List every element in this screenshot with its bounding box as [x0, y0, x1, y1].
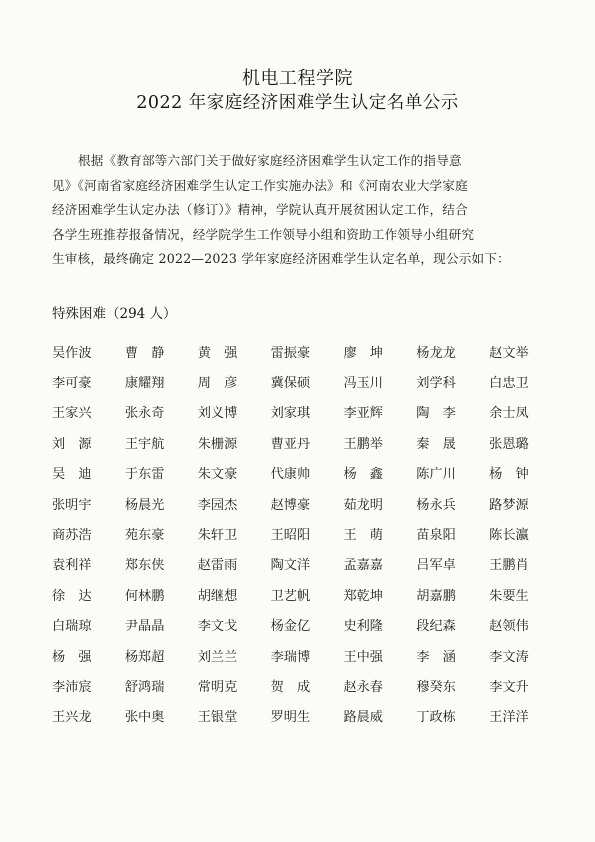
student-name: 康耀翔: [124, 376, 165, 392]
student-name: 杨永兵: [416, 497, 456, 513]
student-name: 苗泉阳: [416, 528, 456, 544]
student-name: 李瑞博: [270, 649, 311, 665]
student-name: 卫艺帆: [270, 588, 311, 604]
student-name: 曹 静: [124, 345, 165, 361]
document-title-main: 2022 年家庭经济困难学生认定名单公示: [136, 93, 459, 113]
name-row: [52, 366, 562, 396]
name-row: [52, 610, 562, 640]
student-name: 雷振豪: [270, 345, 311, 361]
student-name: 陈广川: [416, 467, 456, 483]
student-name: 徐 达: [52, 588, 92, 604]
student-name: 于东雷: [124, 467, 165, 483]
student-name: 曹亚丹: [270, 436, 311, 452]
student-name: 史利隆: [343, 619, 383, 635]
student-name: 李文戈: [197, 619, 238, 635]
student-name: 杨金亿: [270, 619, 311, 635]
student-name: 张永奇: [124, 406, 165, 422]
student-name: 王宇航: [124, 436, 165, 452]
student-name: 杨龙龙: [416, 345, 456, 361]
student-name: 陶文洋: [270, 558, 311, 574]
paragraph-line: 经济困难学生认定办法（修订）》精神，学院认真开展贫困认定工作，结合: [52, 202, 468, 218]
student-name: 杨郑超: [124, 649, 165, 665]
name-row: [52, 670, 562, 700]
student-name: 张明宇: [52, 497, 92, 513]
student-name: 商苏浩: [52, 528, 92, 544]
document-title-college: 机电工程学院: [242, 68, 353, 89]
student-name: 路梦源: [489, 497, 529, 513]
student-name: 王家兴: [52, 406, 92, 422]
student-name: 张中奥: [124, 710, 165, 726]
student-name: 刘学科: [416, 376, 456, 392]
name-row: [52, 640, 562, 670]
student-name: 赵文举: [489, 345, 529, 361]
student-name: 周 彦: [197, 376, 238, 392]
student-name: 刘 源: [52, 436, 92, 452]
student-name: 冀保硕: [270, 376, 311, 392]
student-name: 吴作波: [52, 345, 92, 361]
student-name: 王 萌: [343, 528, 383, 544]
paragraph-line: 根据《教育部等六部门关于做好家庭经济困难学生认定工作的指导意: [78, 153, 462, 168]
student-name: 赵领伟: [489, 619, 529, 635]
student-name: 王鹏举: [343, 436, 383, 452]
student-name: 何林鹏: [124, 588, 165, 604]
student-name: 李可豪: [52, 376, 92, 392]
student-name: 朱栅源: [197, 436, 238, 452]
student-name: 王兴龙: [52, 710, 92, 726]
student-name: 茹龙明: [343, 497, 383, 513]
student-name: 吴 迪: [52, 467, 92, 483]
student-name: 胡继想: [197, 588, 238, 604]
student-name: 段纪森: [416, 619, 456, 635]
name-row: [52, 579, 562, 609]
student-name: 贺 成: [270, 679, 311, 695]
student-name: 尹晶晶: [124, 619, 165, 635]
student-name-list: [52, 336, 562, 731]
student-name: 王洋洋: [489, 710, 529, 726]
student-name: 王银堂: [197, 710, 238, 726]
student-name: 穆癸东: [416, 679, 456, 695]
student-name: 白瑞琼: [52, 619, 92, 635]
student-name: 苑东豪: [124, 528, 165, 544]
name-row: [52, 701, 562, 731]
section-heading-special-difficulty: 特殊困难（294 人）: [52, 306, 177, 322]
student-name: 赵永春: [343, 679, 383, 695]
student-name: 陶 李: [416, 406, 456, 422]
student-name: 王鹏肖: [489, 558, 529, 574]
intro-paragraph: [52, 149, 552, 272]
student-name: 李文升: [489, 679, 529, 695]
student-name: 黄 强: [197, 345, 238, 361]
student-name: 袁利祥: [52, 558, 92, 574]
student-name: 朱轩卫: [197, 528, 238, 544]
name-row: [52, 427, 562, 457]
student-name: 杨 强: [52, 649, 92, 665]
student-name: 王中强: [343, 649, 383, 665]
student-name: 白忠卫: [489, 376, 529, 392]
student-name: 秦 晟: [416, 436, 456, 452]
name-row: [52, 458, 562, 488]
paragraph-line: 各学生班推荐报备情况，经学院学生工作领导小组和资助工作领导小组研究: [52, 226, 475, 242]
student-name: 李园杰: [197, 497, 238, 513]
student-name: 郑乾坤: [343, 588, 383, 604]
student-name: 王昭阳: [270, 528, 311, 544]
student-name: 杨 钟: [489, 467, 529, 483]
student-name: 刘家琪: [270, 406, 311, 422]
student-name: 赵博豪: [270, 497, 311, 513]
name-row: [52, 518, 562, 548]
student-name: 孟嘉嘉: [343, 558, 383, 574]
student-name: 赵雷雨: [197, 558, 238, 574]
name-row: [52, 397, 562, 427]
student-name: 冯玉川: [343, 376, 383, 392]
student-name: 李亚辉: [343, 406, 383, 422]
paragraph-line: 见》《河南省家庭经济困难学生认定工作实施办法》和《河南农业大学家庭: [52, 177, 468, 193]
student-name: 路晨威: [343, 710, 383, 726]
student-name: 罗明生: [270, 710, 311, 726]
student-name: 刘兰兰: [197, 649, 238, 665]
student-name: 丁政栋: [416, 710, 456, 726]
student-name: 张恩璐: [489, 436, 529, 452]
student-name: 李文涛: [489, 649, 529, 665]
paragraph-line: 生审核，最终确定 2022—2023 学年家庭经济困难学生认定名单，现公示如下：: [52, 251, 510, 267]
student-name: 杨 鑫: [343, 467, 383, 483]
student-name: 郑东侠: [124, 558, 165, 574]
student-name: 胡嘉鹏: [416, 588, 456, 604]
student-name: 廖 坤: [343, 345, 383, 361]
student-name: 陈长瀛: [489, 528, 529, 544]
student-name: 代康帅: [270, 467, 311, 483]
student-name: 余士凤: [489, 406, 529, 422]
student-name: 杨晨光: [124, 497, 165, 513]
student-name: 刘义博: [197, 406, 238, 422]
student-name: 舒鸿瑞: [124, 679, 165, 695]
name-row: [52, 549, 562, 579]
student-name: 吕军卓: [416, 558, 456, 574]
name-row: [52, 488, 562, 518]
student-name: 常明克: [197, 679, 238, 695]
student-name: 朱要生: [489, 588, 529, 604]
student-name: 李 涵: [416, 649, 456, 665]
student-name: 朱文豪: [197, 467, 238, 483]
student-name: 李沛宸: [52, 679, 92, 695]
name-row: [52, 336, 562, 366]
